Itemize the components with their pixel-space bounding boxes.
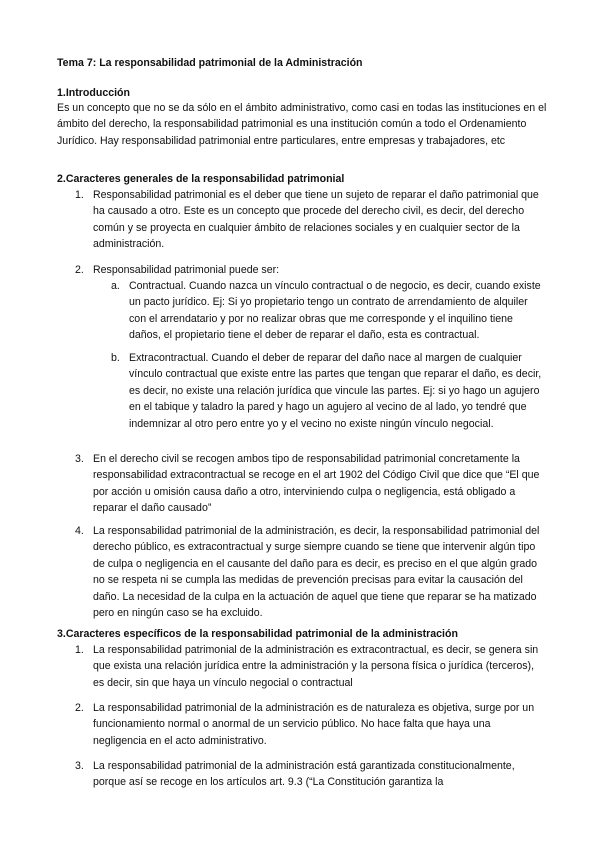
list-item-text: La responsabilidad patrimonial de la administración es extracontractual, es decir, se genera sin que exista una relación jurídica entre la administración y la persona física o jurídica (terceros), es decir, sin que haya un vínculo negocial o contractual xyxy=(93,644,539,689)
section-heading-caracteres-generales: 2.Caracteres generales de la responsabilidad patrimonial xyxy=(57,173,345,185)
list-item-text: La responsabilidad patrimonial de la administración es de naturaleza es objetiva, surge por un funcionamiento normal o anormal de un servicio público. No hace falta que haya una negligencia en el acto administrativo. xyxy=(93,702,535,747)
list-item-number: 4. xyxy=(75,525,84,537)
list-item xyxy=(75,187,547,253)
section-paragraph-introduccion: Es un concepto que no se da sólo en el ámbito administrativo, como casi en todas las instituciones en el ámbito del derecho, la responsabilidad patrimonial es una institución común a todo el Ordenamiento Jurídico. Hay responsabilidad patrimonial entre particulares, entre empresas y trabajadores, etc xyxy=(57,102,547,147)
list-item-number: 1. xyxy=(75,644,84,656)
list-item-number: 3. xyxy=(75,760,84,772)
list-item xyxy=(75,451,547,517)
document-title: Tema 7: La responsabilidad patrimonial de la Administración xyxy=(57,57,363,69)
list-item-number: 3. xyxy=(75,453,84,465)
sub-list-item-text: Contractual. Cuando nazca un vínculo contractual o de negocio, es decir, cuando existe un pacto jurídico. Ej: Si yo propietario tengo un contrato de arrendamiento de alquiler con el arrendatario y por no realizar obras que me corresponde y el inquilino tiene daños, el propietario tiene el deber de reparar el daño, esta es contractual. xyxy=(129,280,541,342)
list-item xyxy=(75,262,547,278)
sub-list-item xyxy=(111,278,547,344)
list-item xyxy=(75,700,547,749)
list-item-number: 1. xyxy=(75,189,84,201)
section-heading-caracteres-especificos: 3.Caracteres específicos de la responsabilidad patrimonial de la administración xyxy=(57,628,458,640)
list-item-text: La responsabilidad patrimonial de la administración, es decir, la responsabilidad patrimonial del derecho público, es extracontractual y surge siempre cuando se tiene que intervenir algún tipo de culpa o negligencia en el causante del daño para es decir, es preciso en el que algún grado no se respeta ni se cumpla las medidas de prevención precisas para evitar la causación del daño. La necesidad de la culpa en la actuación de aquel que tiene que reparar se ha matizado pero en ningún caso se ha excluido. xyxy=(93,525,540,620)
list-item-text: Responsabilidad patrimonial puede ser: xyxy=(93,264,280,276)
sub-list-item-text: Extracontractual. Cuando el deber de reparar del daño nace al margen de cualquier vínculo contractual que existe entre las partes que tengan que reparar el daño, es decir, es decir, no existe una relación jurídica que vincule las partes. Ej: si yo hago un agujero en el tabique y taladro la pared y hago un agujero al vecino de al lado, yo tendré que indemnizar al otro pero entre yo y el vecino no existe ningún vínculo negocial. xyxy=(129,352,542,430)
sub-list-item-letter: b. xyxy=(111,352,120,364)
section-heading-introduccion: 1.Introducción xyxy=(57,87,130,99)
sub-list-item xyxy=(111,350,547,432)
sub-list-item-letter: a. xyxy=(111,280,120,292)
list-item xyxy=(75,523,547,621)
list-item xyxy=(75,642,547,691)
list-item xyxy=(75,758,547,791)
list-item-number: 2. xyxy=(75,264,84,276)
list-item-text: En el derecho civil se recogen ambos tipo de responsabilidad patrimonial concretamente la responsabilidad extracontractual se recoge en el art 1902 del Código Civil que dice que “El que por acción u omisión causa daño a otro, interviniendo culpa o negligencia, está obligado a reparar el daño causado” xyxy=(93,453,540,515)
list-item-text: La responsabilidad patrimonial de la administración está garantizada constitucionalmente, porque así se recoge en los artículos art. 9.3 (“La Constitución garantiza la xyxy=(93,760,515,789)
list-item-text: Responsabilidad patrimonial es el deber que tiene un sujeto de reparar el daño patrimonial que ha causado a otro. Este es un concepto que procede del derecho civil, es decir, del derecho común y se proyecta en cualquier ámbito de relaciones sociales y en cualquier sector de la administración. xyxy=(93,189,539,251)
list-item-number: 2. xyxy=(75,702,84,714)
